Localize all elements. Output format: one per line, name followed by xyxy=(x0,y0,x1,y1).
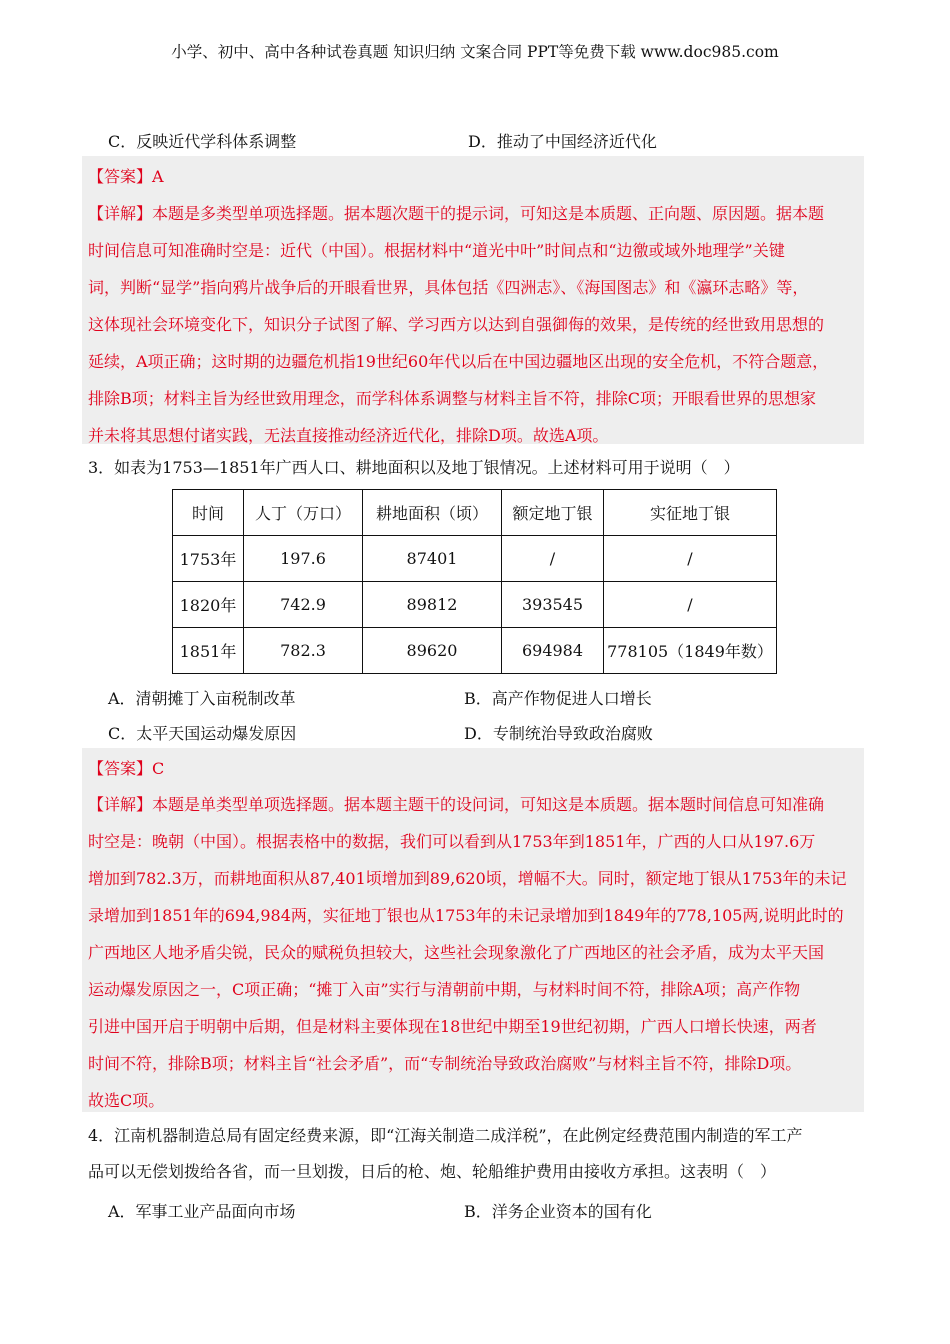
q2-option-c[interactable]: C．反映近代学科体系调整 xyxy=(108,132,297,151)
q3-option-c[interactable]: C．太平天国运动爆发原因 xyxy=(108,724,297,743)
table-row xyxy=(173,536,777,582)
table-cell: 1753年 xyxy=(173,536,244,582)
table-cell: / xyxy=(604,536,777,582)
table-cell: 89812 xyxy=(363,582,502,628)
q3-explanation-line: 【详解】本题是单类型单项选择题。据本题主题干的设问词，可知这是本质题。据本题时间信息可知准确 xyxy=(88,795,825,814)
q3-explanation-line: 录增加到1851年的694,984两，实征地丁银也从1753年的未记录增加到1849年的778,105两,说明此时的 xyxy=(88,906,844,925)
table-cell: 89620 xyxy=(363,628,502,674)
q2-explanation-line: 这体现社会环境变化下，知识分子试图了解、学习西方以达到自强御侮的效果，是传统的经世致用思想的 xyxy=(88,315,825,334)
q4-option-a[interactable]: A．军事工业产品面向市场 xyxy=(108,1202,296,1221)
table-header-cell: 额定地丁银 xyxy=(502,490,604,536)
q3-option-d[interactable]: D．专制统治导致政治腐败 xyxy=(464,724,653,743)
q3-explanation-line: 故选C项。 xyxy=(88,1091,165,1110)
q3-option-b[interactable]: B．高产作物促进人口增长 xyxy=(464,689,652,708)
q3-explanation-line: 时间不符，排除B项；材料主旨“社会矛盾”，而“专制统治导致政治腐败”与材料主旨不符，排除D项。 xyxy=(88,1054,802,1073)
table-cell: 782.3 xyxy=(244,628,363,674)
q2-explanation-line: 并未将其思想付诸实践，无法直接推动经济近代化，排除D项。故选A项。 xyxy=(88,426,609,445)
q3-explanation-line: 增加到782.3万，而耕地面积从87,401顷增加到89,620顷，增幅不大。同时，额定地丁银从1753年的未记 xyxy=(88,869,847,888)
q4-stem-line: 4．江南机器制造总局有固定经费来源，即“江海关制造二成洋税”，在此例定经费范围内制造的军工产 xyxy=(88,1126,803,1145)
q2-answer-block xyxy=(82,156,864,444)
population-table xyxy=(172,489,777,674)
table-header-cell: 实征地丁银 xyxy=(604,490,777,536)
q2-explanation-line: 延续，A项正确；这时期的边疆危机指19世纪60年代以后在中国边疆地区出现的安全危机，不符合题意， xyxy=(88,352,829,371)
table-row xyxy=(173,582,777,628)
table-cell: 778105（1849年数） xyxy=(604,628,777,674)
table-cell: 393545 xyxy=(502,582,604,628)
q3-option-a[interactable]: A．清朝摊丁入亩税制改革 xyxy=(108,689,296,708)
table-header-cell: 人丁（万口） xyxy=(244,490,363,536)
q3-stem: 3．如表为1753—1851年广西人口、耕地面积以及地丁银情况。上述材料可用于说明（ ） xyxy=(88,458,740,477)
q2-explanation-line: 词，判断“显学”指向鸦片战争后的开眼看世界，具体包括《四洲志》、《海国图志》和《瀛环志略》等， xyxy=(88,278,809,297)
table-cell: 197.6 xyxy=(244,536,363,582)
table-cell: / xyxy=(604,582,777,628)
q2-explanation-line: 排除B项；材料主旨为经世致用理念，而学科体系调整与材料主旨不符，排除C项；开眼看世界的思想家 xyxy=(88,389,817,408)
q3-explanation-line: 运动爆发原因之一，C项正确；“摊丁入亩”实行与清朝前中期，与材料时间不符，排除A项；高产作物 xyxy=(88,980,801,999)
table-cell: 694984 xyxy=(502,628,604,674)
q4-option-b[interactable]: B．洋务企业资本的国有化 xyxy=(464,1202,652,1221)
q2-option-d[interactable]: D．推动了中国经济近代化 xyxy=(468,132,657,151)
table-cell: 742.9 xyxy=(244,582,363,628)
q3-explanation-line: 引进中国开启于明朝中后期，但是材料主要体现在18世纪中期至19世纪初期，广西人口增长快速，两者 xyxy=(88,1017,817,1036)
q3-explanation-line: 时空是：晚朝（中国）。根据表格中的数据，我们可以看到从1753年到1851年，广西的人口从197.6万 xyxy=(88,832,816,851)
q2-answer: 【答案】A xyxy=(88,167,164,186)
table-header-row xyxy=(173,490,777,536)
table-header-cell: 时间 xyxy=(173,490,244,536)
q3-answer: 【答案】C xyxy=(88,759,165,778)
table-cell: 1851年 xyxy=(173,628,244,674)
table-cell: 1820年 xyxy=(173,582,244,628)
q2-explanation-line: 时间信息可知准确时空是：近代（中国）。根据材料中“道光中叶”时间点和“边徼或域外地理学”关键 xyxy=(88,241,785,260)
q3-explanation-line: 广西地区人地矛盾尖锐，民众的赋税负担较大，这些社会现象激化了广西地区的社会矛盾，成为太平天国 xyxy=(88,943,825,962)
table-header-cell: 耕地面积（顷） xyxy=(363,490,502,536)
page-header: 小学、初中、高中各种试卷真题 知识归纳 文案合同 PPT等免费下载 www.doc985.com xyxy=(171,43,779,61)
table-row xyxy=(173,628,777,674)
q4-stem-line: 品可以无偿划拨给各省，而一旦划拨，日后的枪、炮、轮船维护费用由接收方承担。这表明（ ） xyxy=(88,1162,777,1181)
table-cell: 87401 xyxy=(363,536,502,582)
table-cell: / xyxy=(502,536,604,582)
q2-explanation-line: 【详解】本题是多类型单项选择题。据本题次题干的提示词，可知这是本质题、正向题、原因题。据本题 xyxy=(88,204,825,223)
q3-answer-block xyxy=(82,748,864,1112)
